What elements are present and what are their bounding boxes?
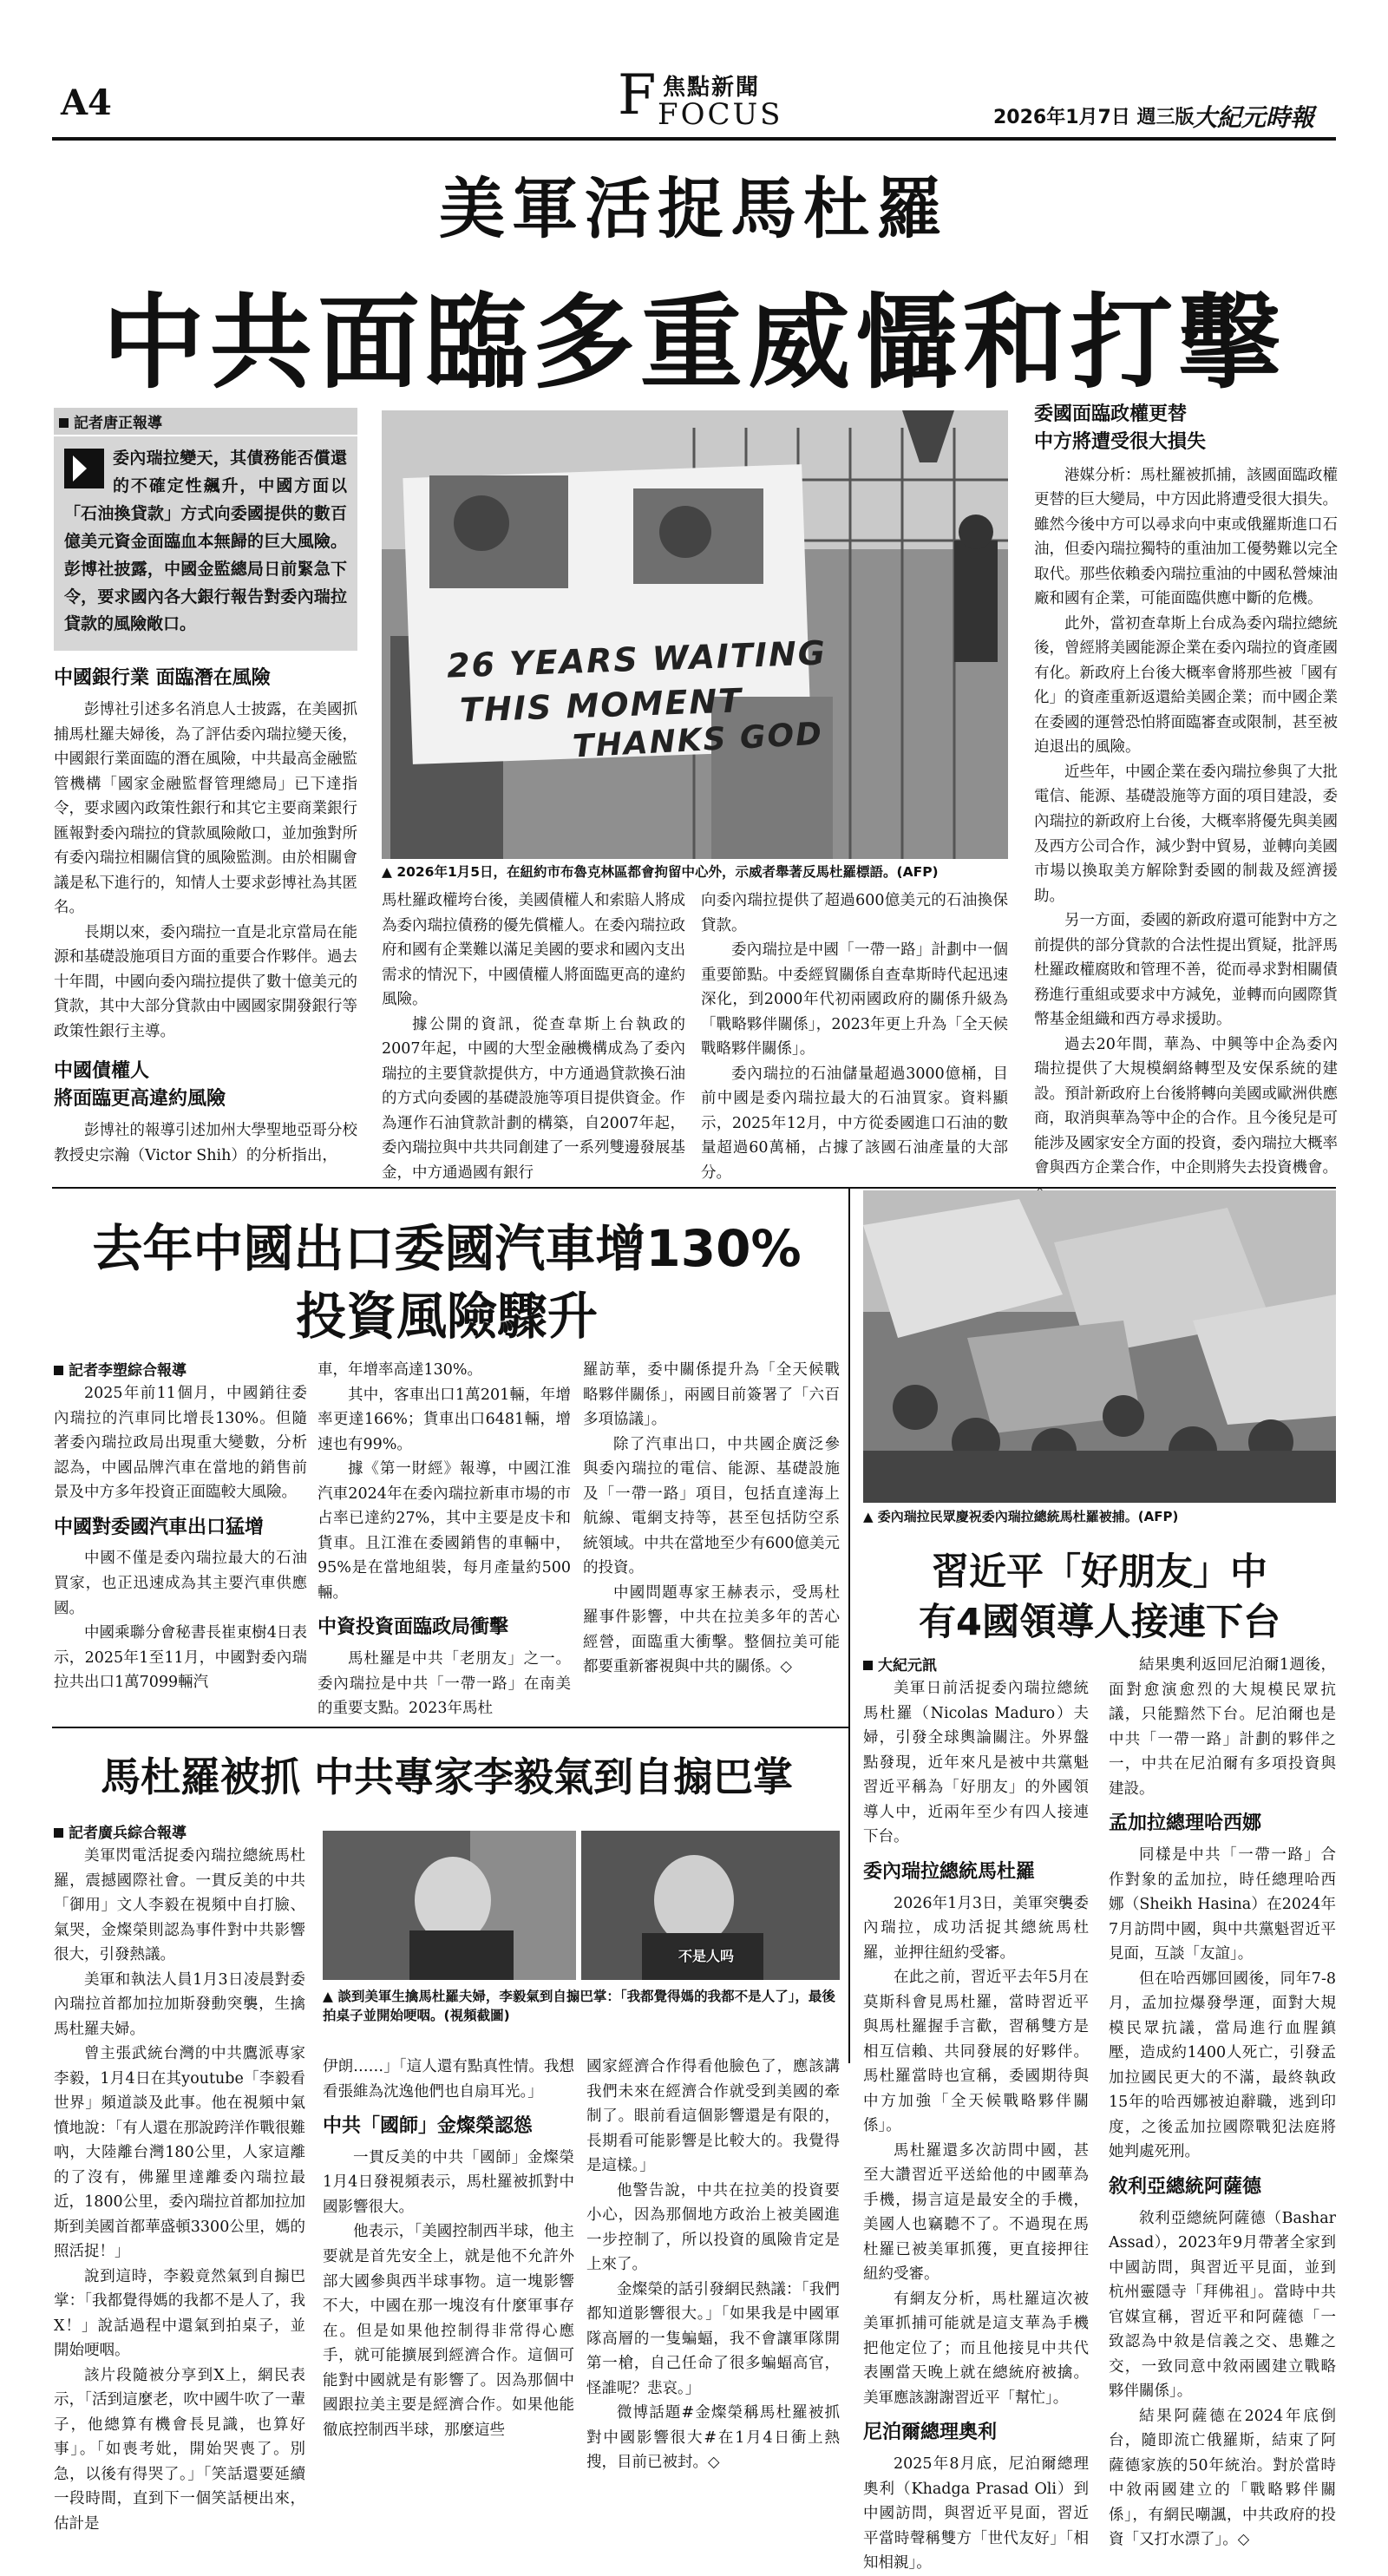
paragraph: 中國不僅是委內瑞拉最大的石油買家，也正迅速成為其主要汽車供應國。 (54, 1550, 307, 1617)
paragraph: 中國乘聯分會秘書長崔東樹4日表示，2025年1至11月，中國對委內瑞拉共出口1萬7099輛汽 (54, 1624, 307, 1692)
subhead-creditors-2: 將面臨更高違約風險 (54, 1088, 226, 1111)
main-col-3 (701, 888, 1008, 1188)
celebration-photo-caption: ▲ 委內瑞拉民眾慶祝委內瑞拉總統馬杜羅被捕。(AFP) (863, 1509, 1179, 1524)
liyi-headline: 馬杜羅被抓 中共專家李毅氣到自搧巴掌 (100, 1753, 793, 1800)
issue-date: 2026年1月7日 週三版 (993, 107, 1195, 128)
paragraph: 結果阿薩德在2024年底倒台，隨即流亡俄羅斯，結束了阿薩德家族的50年統治。對於當時中敘兩國建立的「戰略夥伴關係」，有網民嘲諷，中共政府的投資「又打水漂了」。◇ (1109, 2407, 1336, 2549)
divider-vertical-1 (848, 1187, 850, 2063)
paper-name: 大紀元時報 (1193, 103, 1315, 132)
masthead-rule (52, 137, 1336, 141)
celebration-photo-art (863, 1190, 1336, 1503)
lead-arrow-icon (64, 449, 104, 488)
byline-square-icon (59, 418, 69, 428)
byline: 記者李塑綜合報導 (54, 1358, 307, 1380)
paragraph: 馬杜羅是中共「老朋友」之一。委內瑞拉是中共「一帶一路」在南美的重要支點。2023年馬杜 (318, 1650, 571, 1718)
protest-photo (382, 410, 1008, 859)
liyi-col-1 (54, 1820, 305, 2533)
subhead-banks: 中國銀行業 面臨潛在風險 (54, 667, 271, 690)
xi-subhead-assad: 敘利亞總統阿薩德 (1109, 2175, 1262, 2198)
paragraph: 一貫反美的中共「國師」金燦榮1月4日發視頻表示，馬杜羅被抓對中國影響很大。 (323, 2148, 574, 2216)
car-col-1 (54, 1358, 307, 1722)
paragraph: 敘利亞總統阿薩德（Bashar Assad），2023年9月帶著全家到中國訪問，與習近平見面，並到杭州靈隱寺「拜佛祖」。當時中共官媒宣稱，習近平和阿薩德「一致認為中敘是信義之交、患難之交，一致同意中敘兩國建立戰略夥伴關係」。 (1109, 2209, 1336, 2401)
paragraph: 金燦榮的話引發網民熱議：「我們都知道影響很大。」「如果我是中國軍隊高層的一隻蝙蝠，我不會讓軍隊開第一槍，自己任命了很多蝙蝠高官，怪誰呢？悲哀。」 (586, 2280, 840, 2397)
byline: 記者廣兵綜合報導 (54, 1820, 305, 1842)
celebration-photo (863, 1190, 1336, 1503)
paragraph: 彭博社引述多名消息人士披露，在美國抓捕馬杜羅夫婦後，為了評估委內瑞拉變天後，中國銀行業面臨的潛在風險，中共最高金融監管機構「國家金融監督管理總局」已下達指令，要求國內政策性銀行和其它主要商業銀行匯報對委內瑞拉的貸款風險敞口，並加強對所有委內瑞拉相關信貸的風險監測。由於相關會議是私下進行的，知情人士要求彭博社為其匿名。 (54, 701, 357, 917)
car-subhead-1: 中國對委國汽車出口猛增 (54, 1516, 265, 1538)
paragraph: 委內瑞拉是中國「一帶一路」計劃中一個重要節點。中委經貿關係自查韋斯時代起迅速深化，到2000年代初兩國政府的關係升級為「戰略夥伴關係」，2023年更上升為「全天候戰略夥伴關係」。 (701, 941, 1008, 1059)
section-letter-f: F (618, 63, 657, 128)
paragraph: 近些年，中國企業在委內瑞拉參與了大批電信、能源、基礎設施等方面的項目建設，委內瑞拉的新政府上台後，大概率將優先與美國及西方公司合作，減少對中貿易，並轉向美國市場以換取美方解除對委國的制裁及經濟援助。 (1034, 763, 1338, 905)
main-col-2 (382, 888, 685, 1188)
paragraph: 據公開的資訊，從查韋斯上台執政的2007年起，中國的大型金融機構成為了委內瑞拉的主要貸款提供方，中方通過貸款換石油的方式向委國的基礎設施等項目提供資金。作為運作石油貸款計劃的構築，自2007年起，委內瑞拉與中共共同創建了一系列雙邊發展基金，中方通過國有銀行 (382, 1015, 685, 1182)
paragraph: 2025年8月底，尼泊爾總理奧利（Khadga Prasad Oli）到中國訪問，與習近平見面，習近平當時聲稱雙方「世代友好」「相知相親」。 (863, 2455, 1089, 2573)
paragraph: 馬杜羅還多次訪問中國，甚至大讚習近平送給他的中國華為手機，揚言這是最安全的手機，美國人也竊聽不了。不過現在馬杜羅已被美軍抓獲，更直接押往紐約受審。 (863, 2141, 1089, 2284)
paragraph: 微博話題#金燦榮稱馬杜羅被抓對中國影響很大#在1月4日衝上熱搜，目前已被封。◇ (586, 2404, 840, 2472)
video-subtitle: 不是人吗 (678, 1948, 735, 1964)
paragraph: 2026年1月3日，美軍突襲委內瑞拉，成功活捉其總統馬杜羅，並押往紐約受審。 (863, 1894, 1089, 1962)
paragraph: 同樣是中共「一帶一路」合作對象的孟加拉，時任總理哈西娜（Sheikh Hasina）在2024年7月訪問中國，與中共黨魁習近平見面，互談「友誼」。 (1109, 1845, 1336, 1963)
xi-col-1 (863, 1653, 1089, 2573)
main-side-col (1034, 401, 1338, 1186)
section-logo (618, 63, 783, 132)
paragraph: 另一方面，委國的新政府還可能對中方之前提供的部分貸款的合法性提出質疑，批評馬杜羅政權腐敗和管理不善，從而尋求對相關債務進行重組或要求中方減免，並轉而向國際貨幣基金組織和西方尋求援助。 (1034, 912, 1338, 1029)
sign-text-1: 26 YEARS WAITING (446, 633, 828, 685)
paragraph: 他警告說，中共在拉美的投資要小心，因為那個地方政治上被美國進一步控制了，所以投資的風險肯定是上來了。 (586, 2181, 840, 2274)
page-number: A4 (61, 82, 112, 123)
protest-photo-caption: ▲ 2026年1月5日，在紐約市布魯克林區都會拘留中心外，示威者舉著反馬杜羅標語。(AFP) (382, 864, 939, 880)
xi-subhead-maduro: 委內瑞拉總統馬杜羅 (863, 1860, 1036, 1883)
section-name-cn: 焦點新聞 (663, 75, 761, 101)
xi-headline-2: 有4國領導人接連下台 (919, 1601, 1280, 1644)
protest-photo-art (382, 410, 1008, 859)
liyi-video-frame-1 (323, 1831, 576, 1980)
paragraph: 在此之前，習近平去年5月在莫斯科會見馬杜羅，當時習近平與馬杜羅握手言歡，習稱雙方是相互信賴、共同發展的好夥伴。馬杜羅當時也宣稱，委國期待與中方加強「全天候戰略夥伴關係」。 (863, 1969, 1089, 2135)
section-name-en: FOCUS (658, 97, 783, 132)
main-col-1 (54, 408, 357, 1184)
byline: 大紀元訊 (863, 1653, 1089, 1675)
paragraph: 委內瑞拉的石油儲量超過3000億桶，目前中國是委內瑞拉最大的石油買家。資料顯示，2025年12月，中方從委國進口石油的數量超過60萬桶，占據了該國石油產量的大部分。 (701, 1065, 1008, 1182)
liyi-video-art-1 (323, 1831, 576, 1980)
paragraph: 有網友分析，馬杜羅這次被美軍抓捕可能就是這支華為手機把他定位了；而且他接見中共代表團當天晚上就在總統府被擒。美軍應該謝謝習近平「幫忙」。 (863, 2290, 1089, 2407)
car-headline-2: 投資風險驟升 (295, 1287, 598, 1346)
sign-text-2: THIS MOMENT (459, 681, 743, 730)
divider-horizontal-1 (52, 1187, 1336, 1189)
byline: 記者唐正報導 (54, 408, 357, 435)
paragraph: 美軍和執法人員1月3日凌晨對委內瑞拉首都加拉加斯發動突襲，生擒馬杜羅夫婦。 (54, 1970, 305, 2038)
paragraph: 長期以來，委內瑞拉一直是北京當局在能源和基礎設施項目方面的重要合作夥伴。過去十年間，中國向委內瑞拉提供了數十億美元的貸款，其中大部分貸款由中國國家開發銀行等政策性銀行主導。 (54, 923, 357, 1040)
paragraph: 曾主張武統台灣的中共鷹派專家李毅，1月4日在其youtube「李毅看世界」頻道談及此事。他在視頻中氣憤地說：「有人還在那說跨洋作戰很難吶，大陸離台灣180公里，人家這離的了沒有，佛羅里達離委內瑞拉最近，1800公里，委內瑞拉首都加拉加斯到美國首都華盛頓3300公里，媽的照活捉！」 (54, 2045, 305, 2261)
lead-paragraph: 委內瑞拉變天，其債務能否償還的不確定性飆升，中國方面以「石油換貸款」方式向委國提供的數百億美元資金面臨血本無歸的巨大風險。彭博社披露，中國金監總局日前緊急下令，要求國內各大銀行報告對委內瑞拉貸款的風險敞口。 (64, 449, 347, 634)
sign-text-3: THANKS GOD (572, 716, 824, 765)
paragraph: 說到這時，李毅竟然氣到自搧巴掌：「我都覺得媽的我都不是人了，我X！」說話過程中還氣到拍桌子，並開始哽咽。 (54, 2267, 305, 2360)
paragraph: 據《第一財經》報導，中國江淮汽車2024年在委內瑞拉新車市場的市占率已達約27%，其中主要是皮卡和貨車。且江淮在委國銷售的車輛中，95%是在當地組裝，每月產量約500輛。 (318, 1460, 571, 1602)
liyi-col-3 (586, 2055, 840, 2497)
car-col-2 (318, 1358, 571, 1722)
paragraph: 結果奧利返回尼泊爾1週後，面對愈演愈烈的大規模民眾抗議，只能黯然下台。尼泊爾也是中共「一帶一路」計劃的夥伴之一，中共在尼泊爾有多項投資與建設。 (1109, 1656, 1336, 1798)
xi-subhead-oli: 尼泊爾總理奧利 (863, 2422, 998, 2444)
liyi-video-frame-2 (581, 1831, 840, 1980)
byline-square-icon (54, 1828, 63, 1838)
paragraph: 他表示，「美國控制西半球，他主要就是首先安全上，就是他不允許外部大國參與西半球事物。這一塊影響不大，中國在那一塊沒有什麼軍事存在。但是如果他控制得非常得心應手，就可能擴展到經濟合作。這個可能對中國就是有影響了。因為那個中國跟拉美主要是經濟合作。如果他能徹底控制西半球，那麼這些 (323, 2223, 574, 2439)
divider-horizontal-2 (52, 1727, 848, 1728)
side-headline-2: 中方將遭受很大損失 (1034, 430, 1207, 453)
paragraph: 伊朗……」「這人還有點真性情。我想看張維為沈逸他們也自扇耳光。」 (323, 2058, 574, 2101)
paragraph: 但在哈西娜回國後，同年7-8月，孟加拉爆發學運，面對大規模民眾抗議，當局進行血腥鎮壓，造成約1400人死亡，引發孟加拉國民更大的不滿，最終執政15年的哈西娜被迫辭職，逃到印度，之後孟加拉國際戰犯法庭將她判處死刑。 (1109, 1970, 1336, 2161)
byline-square-icon (863, 1661, 873, 1670)
paragraph: 過去20年間，華為、中興等中企為委內瑞拉提供了大規模網絡轉型及安保系統的建設。預計新政府上台後將轉向美國或歐洲供應商，取消與華為等中企的合作。且今後兒是可能涉及國家安全方面的投資，委內瑞拉大概率會與西方企業合作，中企則將失去投資機會。 (1034, 1035, 1338, 1177)
paragraph: 美軍閃電活捉委內瑞拉總統馬杜羅，震撼國際社會。一貫反美的中共「御用」文人李毅在視頻中自打臉、氣哭，金燦榮則認為事件對中共影響很大，引發熱議。 (54, 1847, 305, 1964)
paragraph: 向委內瑞拉提供了超過600億美元的石油換保貸款。 (701, 892, 1008, 934)
paragraph: 除了汽車出口，中共國企廣泛參與委內瑞拉的電信、能源、基礎設施及「一帶一路」項目，包括直達海上航線、電網支持等，甚至包括防空系統領域。中共在當地至少有600億美元的投資。 (583, 1435, 840, 1577)
main-headline-2: 中共面臨多重威懾和打擊 (101, 283, 1286, 403)
subhead-creditors-1: 中國債權人 (54, 1060, 150, 1083)
car-headline-1: 去年中國出口委國汽車增130% (92, 1219, 802, 1278)
paragraph: 其中，客車出口1萬201輛，年增率更達166%；貨車出口6481輛，增速也有99%。 (318, 1386, 571, 1453)
liyi-photo-caption: ▲ 談到美軍生擒馬杜羅夫婦，李毅氣到自搧巴掌：「我都覺得媽的我都不是人了」，最後拍桌子並開始哽咽。(視頻截圖) (323, 1989, 835, 2024)
xi-subhead-hasina: 孟加拉總理哈西娜 (1109, 1812, 1262, 1835)
side-headline-1: 委國面臨政權更替 (1034, 403, 1188, 425)
paragraph: 國家經濟合作得看他臉色了，應該講我們未來在經濟合作就受到美國的牽制了。眼前看這個影響還是有限的，長期看可能影響是比較大的。我覺得是這樣。」 (586, 2058, 840, 2175)
main-headline-1: 美軍活捉馬杜羅 (439, 170, 949, 247)
paragraph: 羅訪華，委中關係提升為「全天候戰略夥伴關係」，兩國目前簽署了「六百多項協議」。 (583, 1361, 840, 1429)
paragraph: 中國問題專家王赫表示，受馬杜羅事件影響，中共在拉美多年的苦心經營，面臨重大衝擊。整個拉美可能都要重新審視與中共的關係。◇ (583, 1583, 840, 1676)
xi-col-2 (1109, 1653, 1336, 2549)
paragraph: 車，年增率高達130%。 (318, 1361, 483, 1379)
lead-box (54, 436, 357, 651)
paragraph: 港媒分析：馬杜羅被抓捕，該國面臨政權更替的巨大變局，中方因此將遭受很大損失。雖然今後中方可以尋求向中東或俄羅斯進口石油，但委內瑞拉獨特的重油加工優勢難以完全取代。那些依賴委內瑞拉重油的中國私營煉油廠和國有企業，可能面臨供應中斷的危機。 (1034, 466, 1338, 608)
car-subhead-2: 中資投資面臨政局衝擊 (318, 1616, 509, 1639)
byline-square-icon (54, 1366, 63, 1375)
paragraph: 該片段隨被分享到X上，網民表示，「活到這麼老，吹中國牛吹了一輩子，他總算有機會長見識，也算好事」。「如喪考妣，開始哭喪了。別急，以後有得哭了。」「笑話還要延續一段時間，直到下一個笑話梗出來，估計是 (54, 2366, 305, 2533)
car-col-3 (583, 1358, 840, 1722)
paragraph: 2025年前11個月，中國銷往委內瑞拉的汽車同比增長130%。但隨著委內瑞拉政局出現重大變數，分析認為，中國品牌汽車在當地的銷售前景及中方多年投資正面臨較大風險。 (54, 1385, 307, 1502)
paragraph: 此外，當初查韋斯上台成為委內瑞拉總統後，曾經將美國能源企業在委內瑞拉的資產國有化。新政府上台後大概率會將那些被「國有化」的資產重新返還給美國企業；而中國企業在委國的運營恐怕將面臨審查或限制，甚至被迫退出的風險。 (1034, 614, 1338, 757)
paragraph: 彭博社的報導引述加州大學聖地亞哥分校教授史宗瀚（Victor Shih）的分析指出， (54, 1122, 357, 1164)
paragraph: 馬杜羅政權垮台後，美國債權人和索賠人將成為委內瑞拉債務的優先償權人。在委內瑞拉政府和國有企業難以滿足美國的要求和國內支出需求的情況下，中國債權人將面臨更高的違約風險。 (382, 892, 685, 1009)
liyi-col-2 (323, 2055, 574, 2497)
liyi-subhead-jin: 中共「國師」金燦榮認慫 (323, 2115, 534, 2138)
paragraph: 美軍日前活捉委內瑞拉總統馬杜羅（Nicolas Maduro）夫婦，引發全球輿論關注。外界盤點發現，近年來凡是被中共黨魁習近平稱為「好朋友」的外國領導人中，近兩年至少有四人接連下台。 (863, 1680, 1089, 1846)
xi-headline-1: 習近平「好朋友」中 (932, 1550, 1267, 1594)
